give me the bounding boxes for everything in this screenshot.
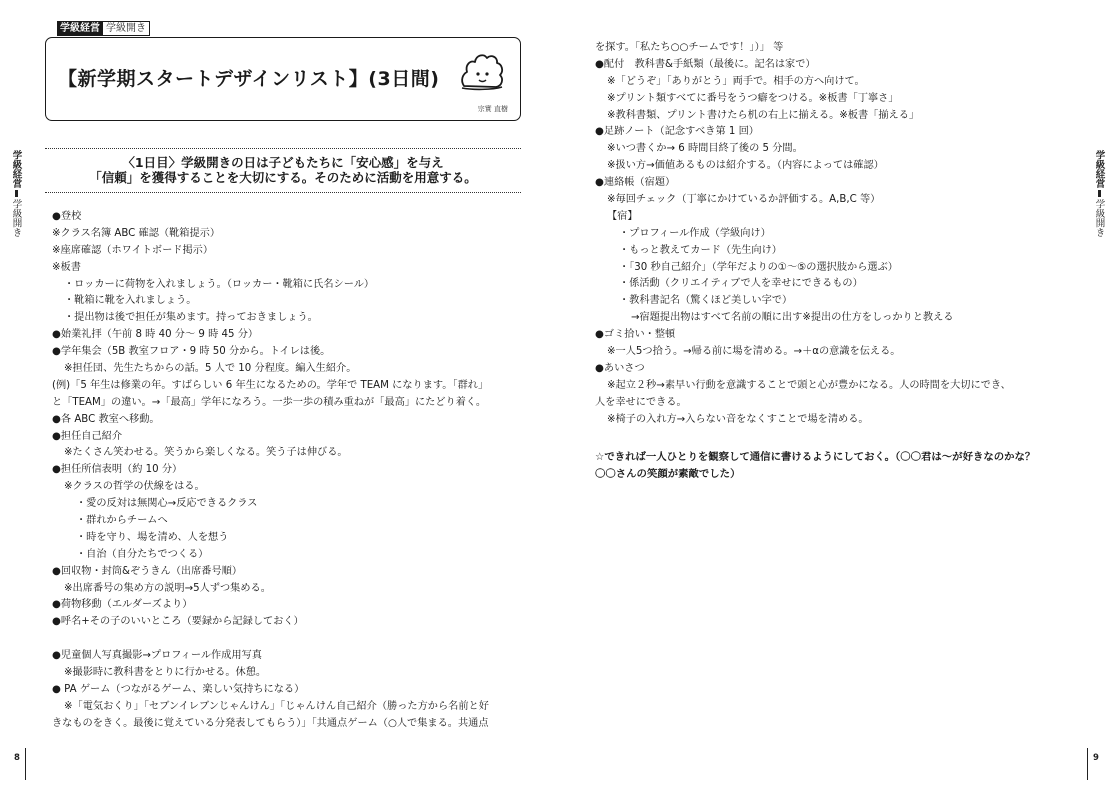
text-line: 人を幸せにできる。 [595, 396, 687, 408]
text-line: ※「電気おくり」「セブンイレブンじゃんけん」「じゃんけん自己紹介（勝った方から名前と好 [64, 700, 489, 712]
right-column [595, 40, 1065, 428]
intro-top-rule [45, 148, 521, 149]
left-page-rule [25, 748, 26, 780]
text-line: ●連絡帳（宿題） [595, 177, 676, 189]
intro-bottom-rule [45, 192, 521, 193]
text-line: ※起立２秒→素早い行動を意識することで頭と心が豊かになる。人の時間を大切にでき、 [607, 379, 1011, 391]
text-line: と「TEAM」の違い。→「最高」学年になろう。一歩一歩の積み重ねが「最高」にたどり着く。 [52, 396, 487, 408]
text-line: ●荷物移動（エルダーズより） [52, 599, 193, 611]
intro-line-1: 〈1日目〉学級開きの日は子どもたちに「安心感」を与え [122, 155, 444, 170]
closing-note-line-2: 〇〇さんの笑顔が素敵でした） [595, 467, 741, 480]
intro-line-2: 「信頼」を獲得することを大切にする。そのために活動を用意する。 [89, 170, 477, 185]
text-line: ・プロフィール作成（学級向け） [619, 227, 771, 239]
text-line: ※椅子の入れ方→入らない音をなくすことで場を清める。 [607, 413, 869, 425]
right-page-rule [1087, 748, 1088, 780]
page-title: 【新学期スタートデザインリスト】(3日間) [58, 68, 440, 90]
text-line: ・時を守り、場を清め、人を想う [76, 531, 229, 543]
text-line: ●学年集会（5B 教室フロア・9 時 50 分から。トイレは後。 [52, 346, 331, 358]
text-line: ・係活動（クリエイティブで人を幸せにできるもの） [619, 278, 863, 290]
tag-topic: 学級開き [103, 21, 150, 36]
intro-heading [45, 155, 521, 185]
text-line: ・提出物は後で担任が集めます。持っておきましょう。 [64, 312, 318, 324]
title-box [45, 37, 521, 121]
text-line: ●回収物・封筒&ぞうきん（出席番号順） [52, 565, 243, 577]
text-line: きなものをきく。最後に覚えている分発表してもらう）」「共通点ゲーム（○人で集まる。共通点 [52, 717, 489, 729]
text-line: ●足跡ノート（記念すべき第 1 回） [595, 126, 759, 138]
text-line: ※座席確認（ホワイトボード掲示） [52, 244, 214, 256]
text-line: ●ゴミ拾い・整頓 [595, 329, 676, 341]
text-line: ※たくさん笑わせる。笑うから楽しくなる。笑う子は伸びる。 [64, 447, 348, 459]
closing-note-line-1: ☆できれば一人ひとりを観察して通信に書けるようにしておく。（〇〇君は～が好きなのかな？ [595, 451, 1036, 463]
side-divider [1098, 190, 1101, 197]
mascot-illustration [458, 50, 506, 94]
text-line: ●登校 [52, 211, 82, 222]
text-line: ・愛の反対は無関心→反応できるクラス [76, 498, 258, 510]
text-line: ・「30 秒自己紹介」（学年だよりの①～⑤の選択肢から選ぶ） [619, 261, 898, 273]
text-line: ●担任自己紹介 [52, 430, 123, 442]
text-line: ※クラスの哲学の伏線をはる。 [64, 481, 205, 493]
text-line: ●担任所信表明（約 10 分） [52, 464, 183, 476]
text-line: ●あいさつ [595, 362, 645, 374]
left-column [52, 209, 522, 733]
tag-category: 学級経営 [57, 21, 103, 36]
page-number-right: 9 [1093, 753, 1099, 763]
author-name: 宗實 直樹 [477, 105, 508, 113]
text-line: ・自治（自分たちでつくる） [76, 548, 209, 560]
text-line: ●配付 教科書&手紙類（最後に。記名は家で） [595, 58, 816, 70]
text-line: ※撮影時に教科書をとりに行かせる。休憩。 [64, 667, 267, 679]
text-line: ※出席番号の集め方の説明→5人ずつ集める。 [64, 582, 271, 594]
text-line: ●児童個人写真撮影→プロフィール作成用写真 [52, 650, 262, 662]
header-tags [57, 21, 150, 36]
text-line: ・もっと教えてカード（先生向け） [619, 244, 782, 256]
text-line: を探す。「私たち○○チームです！」）」 等 [595, 42, 784, 53]
side-category: 学級経営 [10, 150, 22, 188]
side-divider [15, 190, 18, 197]
text-line: ● PA ゲーム（つながるゲーム、楽しい気持ちになる） [52, 683, 305, 695]
closing-note [595, 449, 1035, 483]
text-line: ※一人5つ拾う。→帰る前に場を清める。→＋αの意識を伝える。 [607, 346, 901, 358]
side-category: 学級経営 [1093, 150, 1105, 188]
text-line: ※板書 [52, 261, 81, 273]
text-line: ※いつ書くか→ 6 時間目終了後の 5 分間。 [607, 143, 803, 155]
text-line: (例)「5 年生は修業の年。すばらしい 6 年生になるための。学年で TEAM になります。「群れ」 [52, 379, 489, 391]
text-line: 【宿】 [607, 210, 638, 222]
right-side-label [1091, 150, 1107, 237]
side-topic: 学級開き [1093, 199, 1105, 237]
side-topic: 学級開き [10, 199, 22, 237]
text-line: ※担任団、先生たちからの話。5 人で 10 分程度。編入生紹介。 [64, 363, 357, 375]
page-number-left: 8 [14, 753, 20, 763]
text-line: ・靴箱に靴を入れましょう。 [64, 295, 197, 307]
text-line [52, 631, 522, 648]
text-line: ※クラス名簿 ABC 確認（靴箱提示） [52, 227, 221, 239]
text-line: ●呼名+その子のいいところ（要録から記録しておく） [52, 616, 304, 628]
text-line: ・教科書記名（驚くほど美しい字で） [619, 295, 793, 307]
text-line: ・ロッカーに荷物を入れましょう。（ロッカー・靴箱に氏名シール） [64, 278, 375, 290]
text-line: →宿題提出物はすべて名前の順に出す※提出の仕方をしっかりと教える [631, 312, 954, 324]
text-line: ※毎回チェック（丁寧にかけているか評価する。A,B,C 等） [607, 194, 881, 206]
text-line: ●始業礼拝（午前 8 時 40 分～ 9 時 45 分） [52, 329, 259, 341]
left-side-label [8, 150, 24, 237]
text-line: ●各 ABC 教室へ移動。 [52, 413, 160, 425]
text-line: ※扱い方→価値あるものは紹介する。（内容によっては確認） [607, 160, 884, 172]
text-line: ※プリント類すべてに番号をうつ癖をつける。※板書「丁寧さ」 [607, 92, 899, 104]
text-line: ※教科書類、プリント書けたら机の右上に揃える。※板書「揃える」 [607, 109, 920, 121]
text-line: ・群れからチームへ [76, 515, 168, 527]
text-line: ※「どうぞ」「ありがとう」両手で。相手の方へ向けて。 [607, 75, 865, 87]
